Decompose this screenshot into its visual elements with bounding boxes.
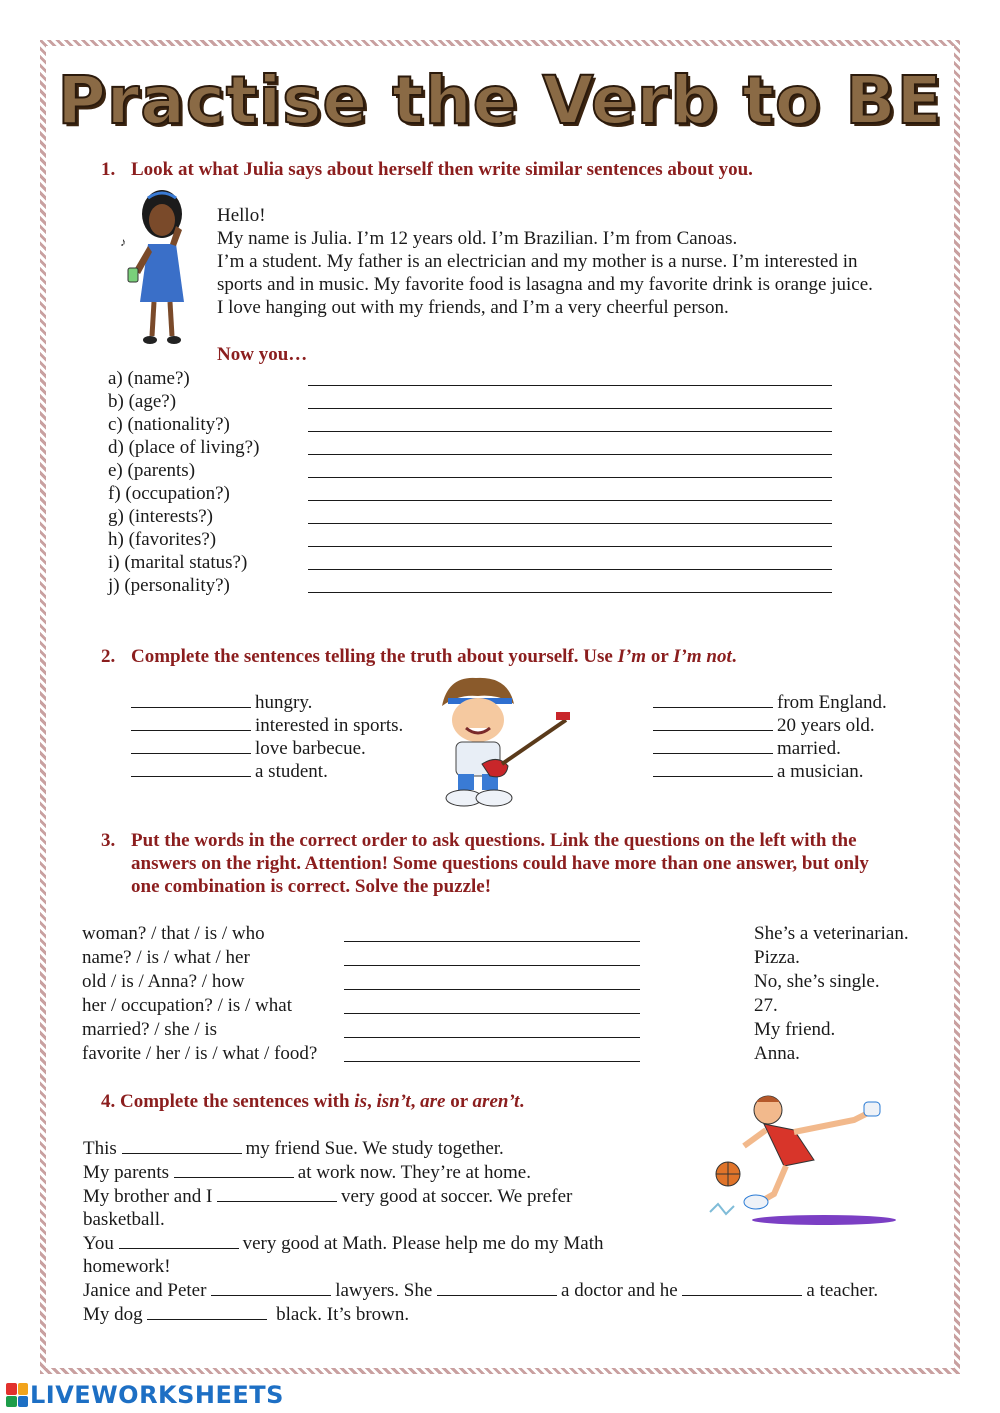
prompt-row xyxy=(108,413,848,436)
matching-row xyxy=(82,1042,942,1066)
sentence-line xyxy=(83,1160,943,1184)
answer-line[interactable] xyxy=(308,367,832,386)
question-answer-line[interactable] xyxy=(344,1042,640,1062)
answer-option[interactable]: My friend. xyxy=(754,1019,836,1040)
sentence-text: My dog xyxy=(83,1304,143,1325)
sentence-text: interested in sports. xyxy=(255,715,404,736)
question-answer-line[interactable] xyxy=(344,922,640,942)
sentence-text: from England. xyxy=(777,692,887,713)
fill-blank[interactable] xyxy=(653,736,773,754)
prompt-row xyxy=(108,459,848,482)
sentence-line xyxy=(83,1184,943,1208)
section3-heading-text xyxy=(131,829,869,898)
fill-blank[interactable] xyxy=(653,759,773,777)
question-answer-line[interactable] xyxy=(344,1018,640,1038)
heading-line: Put the words in the correct order to ask questions. Link the questions on the left with the xyxy=(131,830,857,851)
section1-heading-text: Look at what Julia says about herself then write similar sentences about you. xyxy=(131,159,753,180)
prompt-label: g) (interests?) xyxy=(108,506,213,527)
question-words: old / is / Anna? / how xyxy=(82,971,245,992)
sentence-text: hungry. xyxy=(255,692,313,713)
sentence-line xyxy=(83,1231,943,1255)
sentence-text: a student. xyxy=(255,761,328,782)
sentence-row xyxy=(131,759,403,782)
prompt-row xyxy=(108,482,848,505)
section3-heading xyxy=(101,829,869,898)
answer-line[interactable] xyxy=(308,390,832,409)
sentence-row xyxy=(653,690,887,713)
section2-left-list xyxy=(131,690,403,782)
matching-exercise xyxy=(82,922,942,1066)
sentence-text: 20 years old. xyxy=(777,715,875,736)
answer-option[interactable]: No, she’s single. xyxy=(754,971,880,992)
prompt-list xyxy=(108,367,848,597)
logo-badge-icon xyxy=(6,1383,28,1407)
section2-heading-mid: or xyxy=(646,646,674,667)
sentence-line: homework! xyxy=(83,1256,171,1277)
sentence-row xyxy=(131,690,403,713)
answer-line[interactable] xyxy=(308,482,832,501)
fill-blank[interactable] xyxy=(217,1184,337,1202)
section4-sentences xyxy=(83,1136,943,1326)
section4-word-arent: aren’t xyxy=(472,1091,520,1112)
sentence-row xyxy=(653,713,887,736)
question-answer-line[interactable] xyxy=(344,994,640,1014)
prompt-row xyxy=(108,528,848,551)
section4-word-are: are xyxy=(420,1091,446,1112)
question-words: favorite / her / is / what / food? xyxy=(82,1043,318,1064)
fill-blank[interactable] xyxy=(211,1278,331,1296)
heading-line: answers on the right. Attention! Some questions could have more than one answer, but only xyxy=(131,853,869,874)
section4-heading-pre: Complete the sentences with xyxy=(120,1091,355,1112)
matching-row xyxy=(82,994,942,1018)
fill-blank[interactable] xyxy=(131,736,251,754)
prompt-row xyxy=(108,390,848,413)
prompt-row xyxy=(108,574,848,597)
sentence-text: You xyxy=(83,1233,114,1254)
prompt-label: f) (occupation?) xyxy=(108,483,230,504)
sentence-text: My parents xyxy=(83,1162,170,1183)
matching-row xyxy=(82,946,942,970)
answer-line[interactable] xyxy=(308,551,832,570)
answer-option[interactable]: Pizza. xyxy=(754,947,800,968)
section2-heading-pre: Complete the sentences telling the truth about yourself. Use xyxy=(131,646,618,667)
sentence-text: lawyers. She xyxy=(335,1280,433,1301)
now-you-label: Now you… xyxy=(217,344,308,365)
answer-option[interactable]: She’s a veterinarian. xyxy=(754,923,909,944)
answer-line[interactable] xyxy=(308,574,832,593)
separator: or xyxy=(445,1091,473,1112)
heading-line: one combination is correct. Solve the puzzle! xyxy=(131,876,492,897)
prompt-label: b) (age?) xyxy=(108,391,177,412)
prompt-label: d) (place of living?) xyxy=(108,437,260,458)
sentence-text: a teacher. xyxy=(806,1280,879,1301)
section2-heading xyxy=(101,645,737,668)
sentence-row xyxy=(131,736,403,759)
section3-number: 3. xyxy=(101,830,116,851)
sentence-text: a musician. xyxy=(777,761,864,782)
answer-line[interactable] xyxy=(308,459,832,478)
guitar-boy-illustration xyxy=(428,672,573,808)
julia-illustration xyxy=(118,186,198,348)
answer-line[interactable] xyxy=(308,528,832,547)
sentence-line xyxy=(83,1278,943,1302)
fill-blank[interactable] xyxy=(131,690,251,708)
question-answer-line[interactable] xyxy=(344,970,640,990)
sentence-row xyxy=(653,736,887,759)
fill-blank[interactable] xyxy=(122,1136,242,1154)
sentence-text: My brother and I xyxy=(83,1186,213,1207)
prompt-label: h) (favorites?) xyxy=(108,529,217,550)
fill-blank[interactable] xyxy=(119,1231,239,1249)
prompt-row xyxy=(108,436,848,459)
answer-line[interactable] xyxy=(308,505,832,524)
sentence-text: married. xyxy=(777,738,841,759)
question-words: woman? / that / is / who xyxy=(82,923,265,944)
section2-heading-post: . xyxy=(731,646,737,667)
paragraph-line: I love hanging out with my friends, and I’m a very cheerful person. xyxy=(217,297,729,318)
prompt-label: i) (marital status?) xyxy=(108,552,248,573)
prompt-row xyxy=(108,505,848,528)
matching-row xyxy=(82,1018,942,1042)
question-words: name? / is / what / her xyxy=(82,947,250,968)
answer-option[interactable]: Anna. xyxy=(754,1043,800,1064)
section4-word-is: is xyxy=(354,1091,367,1112)
sentence-text: Janice and Peter xyxy=(83,1280,207,1301)
page-title: Practise the Verb to BE xyxy=(57,62,943,139)
sentence-text: This xyxy=(83,1138,117,1159)
question-words: her / occupation? / is / what xyxy=(82,995,292,1016)
prompt-label: j) (personality?) xyxy=(108,575,230,596)
paragraph-line: sports and in music. My favorite food is lasagna and my favorite drink is orange juice. xyxy=(217,274,873,295)
logo-text: LIVEWORKSHEETS xyxy=(30,1381,284,1409)
sentence-line xyxy=(83,1302,943,1326)
section4-number: 4. xyxy=(101,1091,116,1112)
prompt-row xyxy=(108,367,848,390)
sentence-text: very good at soccer. We prefer xyxy=(341,1186,573,1207)
answer-line[interactable] xyxy=(308,436,832,455)
question-answer-line[interactable] xyxy=(344,946,640,966)
section2-right-list xyxy=(653,690,887,782)
section2-number: 2. xyxy=(101,646,116,667)
fill-blank[interactable] xyxy=(653,690,773,708)
matching-row xyxy=(82,970,942,994)
section4-heading-post: . xyxy=(519,1091,525,1112)
question-words: married? / she / is xyxy=(82,1019,218,1040)
fill-blank[interactable] xyxy=(682,1278,802,1296)
sentence-row xyxy=(653,759,887,782)
sentence-text: my friend Sue. We study together. xyxy=(245,1138,504,1159)
section2-opt2: I’m not xyxy=(673,646,732,667)
sentence-line: basketball. xyxy=(83,1209,165,1230)
answer-option[interactable]: 27. xyxy=(754,995,778,1016)
separator: , xyxy=(366,1091,377,1112)
fill-blank[interactable] xyxy=(437,1278,557,1296)
sentence-text: at work now. They’re at home. xyxy=(297,1162,531,1183)
section1-heading xyxy=(101,158,753,181)
section2-opt1: I’m xyxy=(617,646,647,667)
prompt-row xyxy=(108,551,848,574)
section4-word-isnt: isn’t xyxy=(376,1091,411,1112)
fill-blank[interactable] xyxy=(131,759,251,777)
sentence-text: very good at Math. Please help me do my Math xyxy=(242,1233,604,1254)
prompt-label: c) (nationality?) xyxy=(108,414,230,435)
paragraph-line: My name is Julia. I’m 12 years old. I’m Brazilian. I’m from Canoas. xyxy=(217,228,738,249)
sentence-line xyxy=(83,1136,943,1160)
fill-blank[interactable] xyxy=(174,1160,294,1178)
separator: , xyxy=(410,1091,421,1112)
section4-heading xyxy=(101,1090,524,1113)
answer-line[interactable] xyxy=(308,413,832,432)
sentence-text: black. It’s brown. xyxy=(276,1304,410,1325)
fill-blank[interactable] xyxy=(131,713,251,731)
liveworksheets-logo[interactable] xyxy=(6,1381,284,1409)
prompt-label: a) (name?) xyxy=(108,368,190,389)
fill-blank[interactable] xyxy=(147,1302,267,1320)
fill-blank[interactable] xyxy=(653,713,773,731)
sentence-text: a doctor and he xyxy=(561,1280,678,1301)
matching-row xyxy=(82,922,942,946)
prompt-label: e) (parents) xyxy=(108,460,196,481)
paragraph-line: Hello! xyxy=(217,205,266,226)
sentence-text: love barbecue. xyxy=(255,738,366,759)
svg-text:♪: ♪ xyxy=(120,235,126,249)
julia-paragraph xyxy=(217,204,873,319)
section1-number: 1. xyxy=(101,159,116,180)
sentence-row xyxy=(131,713,403,736)
paragraph-line: I’m a student. My father is an electrician and my mother is a nurse. I’m interested in xyxy=(217,251,858,272)
